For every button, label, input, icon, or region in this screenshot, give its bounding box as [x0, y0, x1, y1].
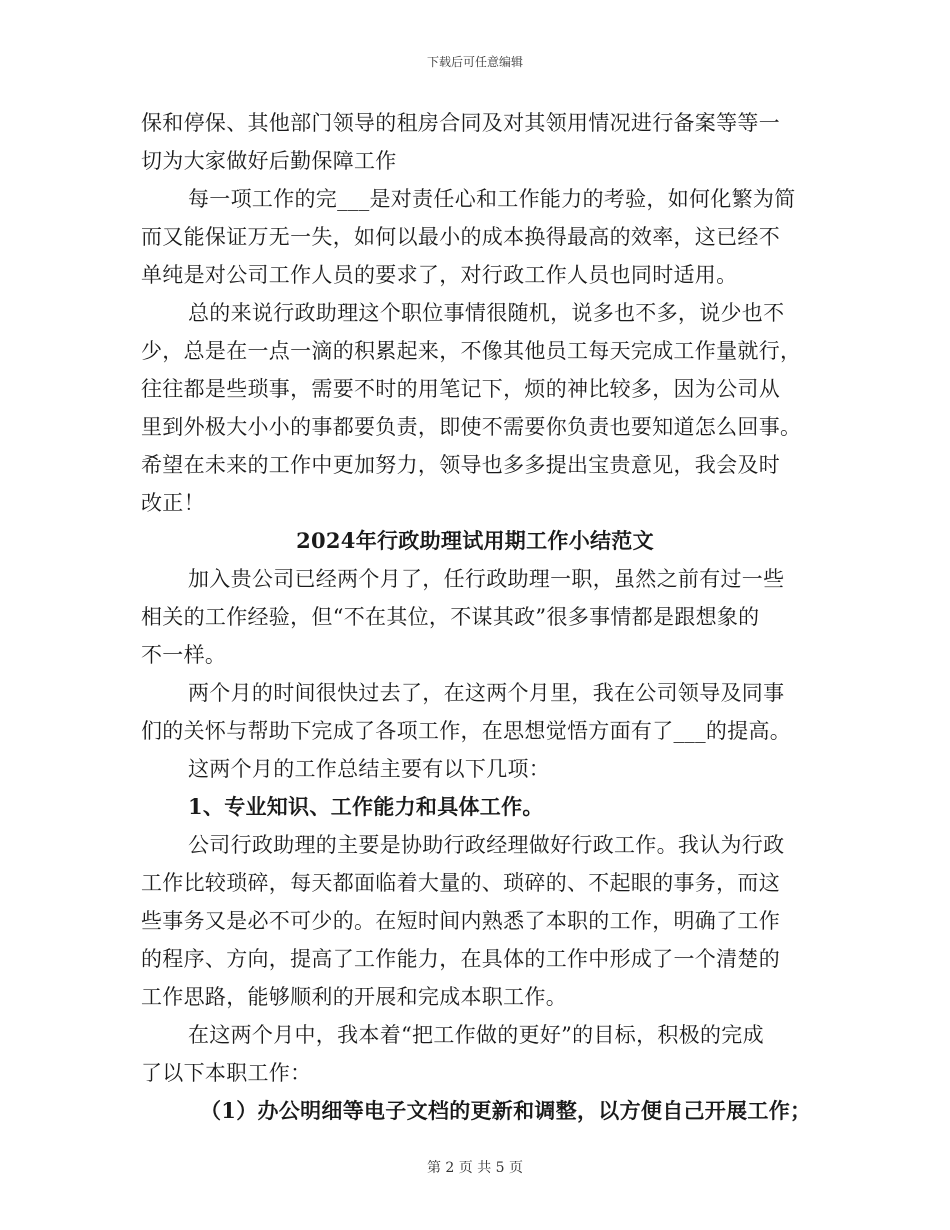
page-header: 下载后可任意编辑: [426, 55, 523, 69]
paragraph-line: 切为大家做好后勤保障工作: [141, 149, 397, 173]
paragraph-line: 希望在未来的工作中更加努力，领导也多多提出宝贵意见，我会及时: [141, 453, 780, 477]
paragraph-line: 改正！: [141, 491, 205, 515]
paragraph-line: 在这两个月中，我本着“把工作做的更好”的目标，积极的完成: [188, 1023, 764, 1047]
paragraph-line: 不一样。: [141, 643, 227, 667]
paragraph-line: 的程序、方向，提高了工作能力，在具体的工作中形成了一个清楚的: [141, 947, 780, 971]
paragraph-line: 保和停保、其他部门领导的租房合同及对其领用情况进行备案等等一: [141, 111, 780, 135]
section-title: 2024年行政助理试用期工作小结范文: [296, 528, 654, 553]
paragraph-line: 每一项工作的完___是对责任心和工作能力的考验，如何化繁为简: [188, 187, 796, 211]
paragraph-line: 两个月的时间很快过去了，在这两个月里，我在公司领导及同事: [188, 681, 785, 705]
paragraph-line: 些事务又是必不可少的。在短时间内熟悉了本职的工作，明确了工作: [141, 909, 780, 933]
paragraph-line: 加入贵公司已经两个月了，任行政助理一职，虽然之前有过一些: [188, 567, 785, 591]
paragraph-line: 公司行政助理的主要是协助行政经理做好行政工作。我认为行政: [188, 833, 785, 857]
page-footer: 第 2 页 共 5 页: [426, 1160, 524, 1176]
paragraph-line: 往往都是些琐事，需要不时的用笔记下，烦的神比较多，因为公司从: [141, 377, 780, 401]
paragraph-line: 们的关怀与帮助下完成了各项工作，在思想觉悟方面有了___的提高。: [141, 719, 792, 743]
paragraph-line: 了以下本职工作：: [141, 1061, 312, 1085]
paragraph-line: 工作思路，能够顺利的开展和完成本职工作。: [141, 985, 567, 1009]
paragraph-line: 这两个月的工作总结主要有以下几项：: [188, 757, 551, 781]
document-body: [141, 104, 812, 1130]
paragraph-line: 相关的工作经验，但“不在其位，不谋其政”很多事情都是跟想象的: [141, 605, 760, 629]
subsection-heading: 1、专业知识、工作能力和具体工作。: [188, 794, 544, 819]
paragraph-line: 里到外极大小小的事都要负责，即使不需要你负责也要知道怎么回事。: [141, 415, 802, 439]
paragraph-line: 少，总是在一点一滴的积累起来，不像其他员工每天完成工作量就行，: [141, 339, 802, 363]
paragraph-line: 而又能保证万无一失，如何以最小的成本换得最高的效率，这已经不: [141, 225, 780, 249]
paragraph-line: 总的来说行政助理这个职位事情很随机，说多也不多，说少也不: [188, 301, 785, 325]
paragraph-line: 工作比较琐碎，每天都面临着大量的、琐碎的、不起眼的事务，而这: [141, 871, 780, 895]
list-item-heading: （1）办公明细等电子文档的更新和调整，以方便自己开展工作；: [200, 1098, 812, 1123]
paragraph-line: 单纯是对公司工作人员的要求了，对行政工作人员也同时适用。: [141, 263, 738, 287]
